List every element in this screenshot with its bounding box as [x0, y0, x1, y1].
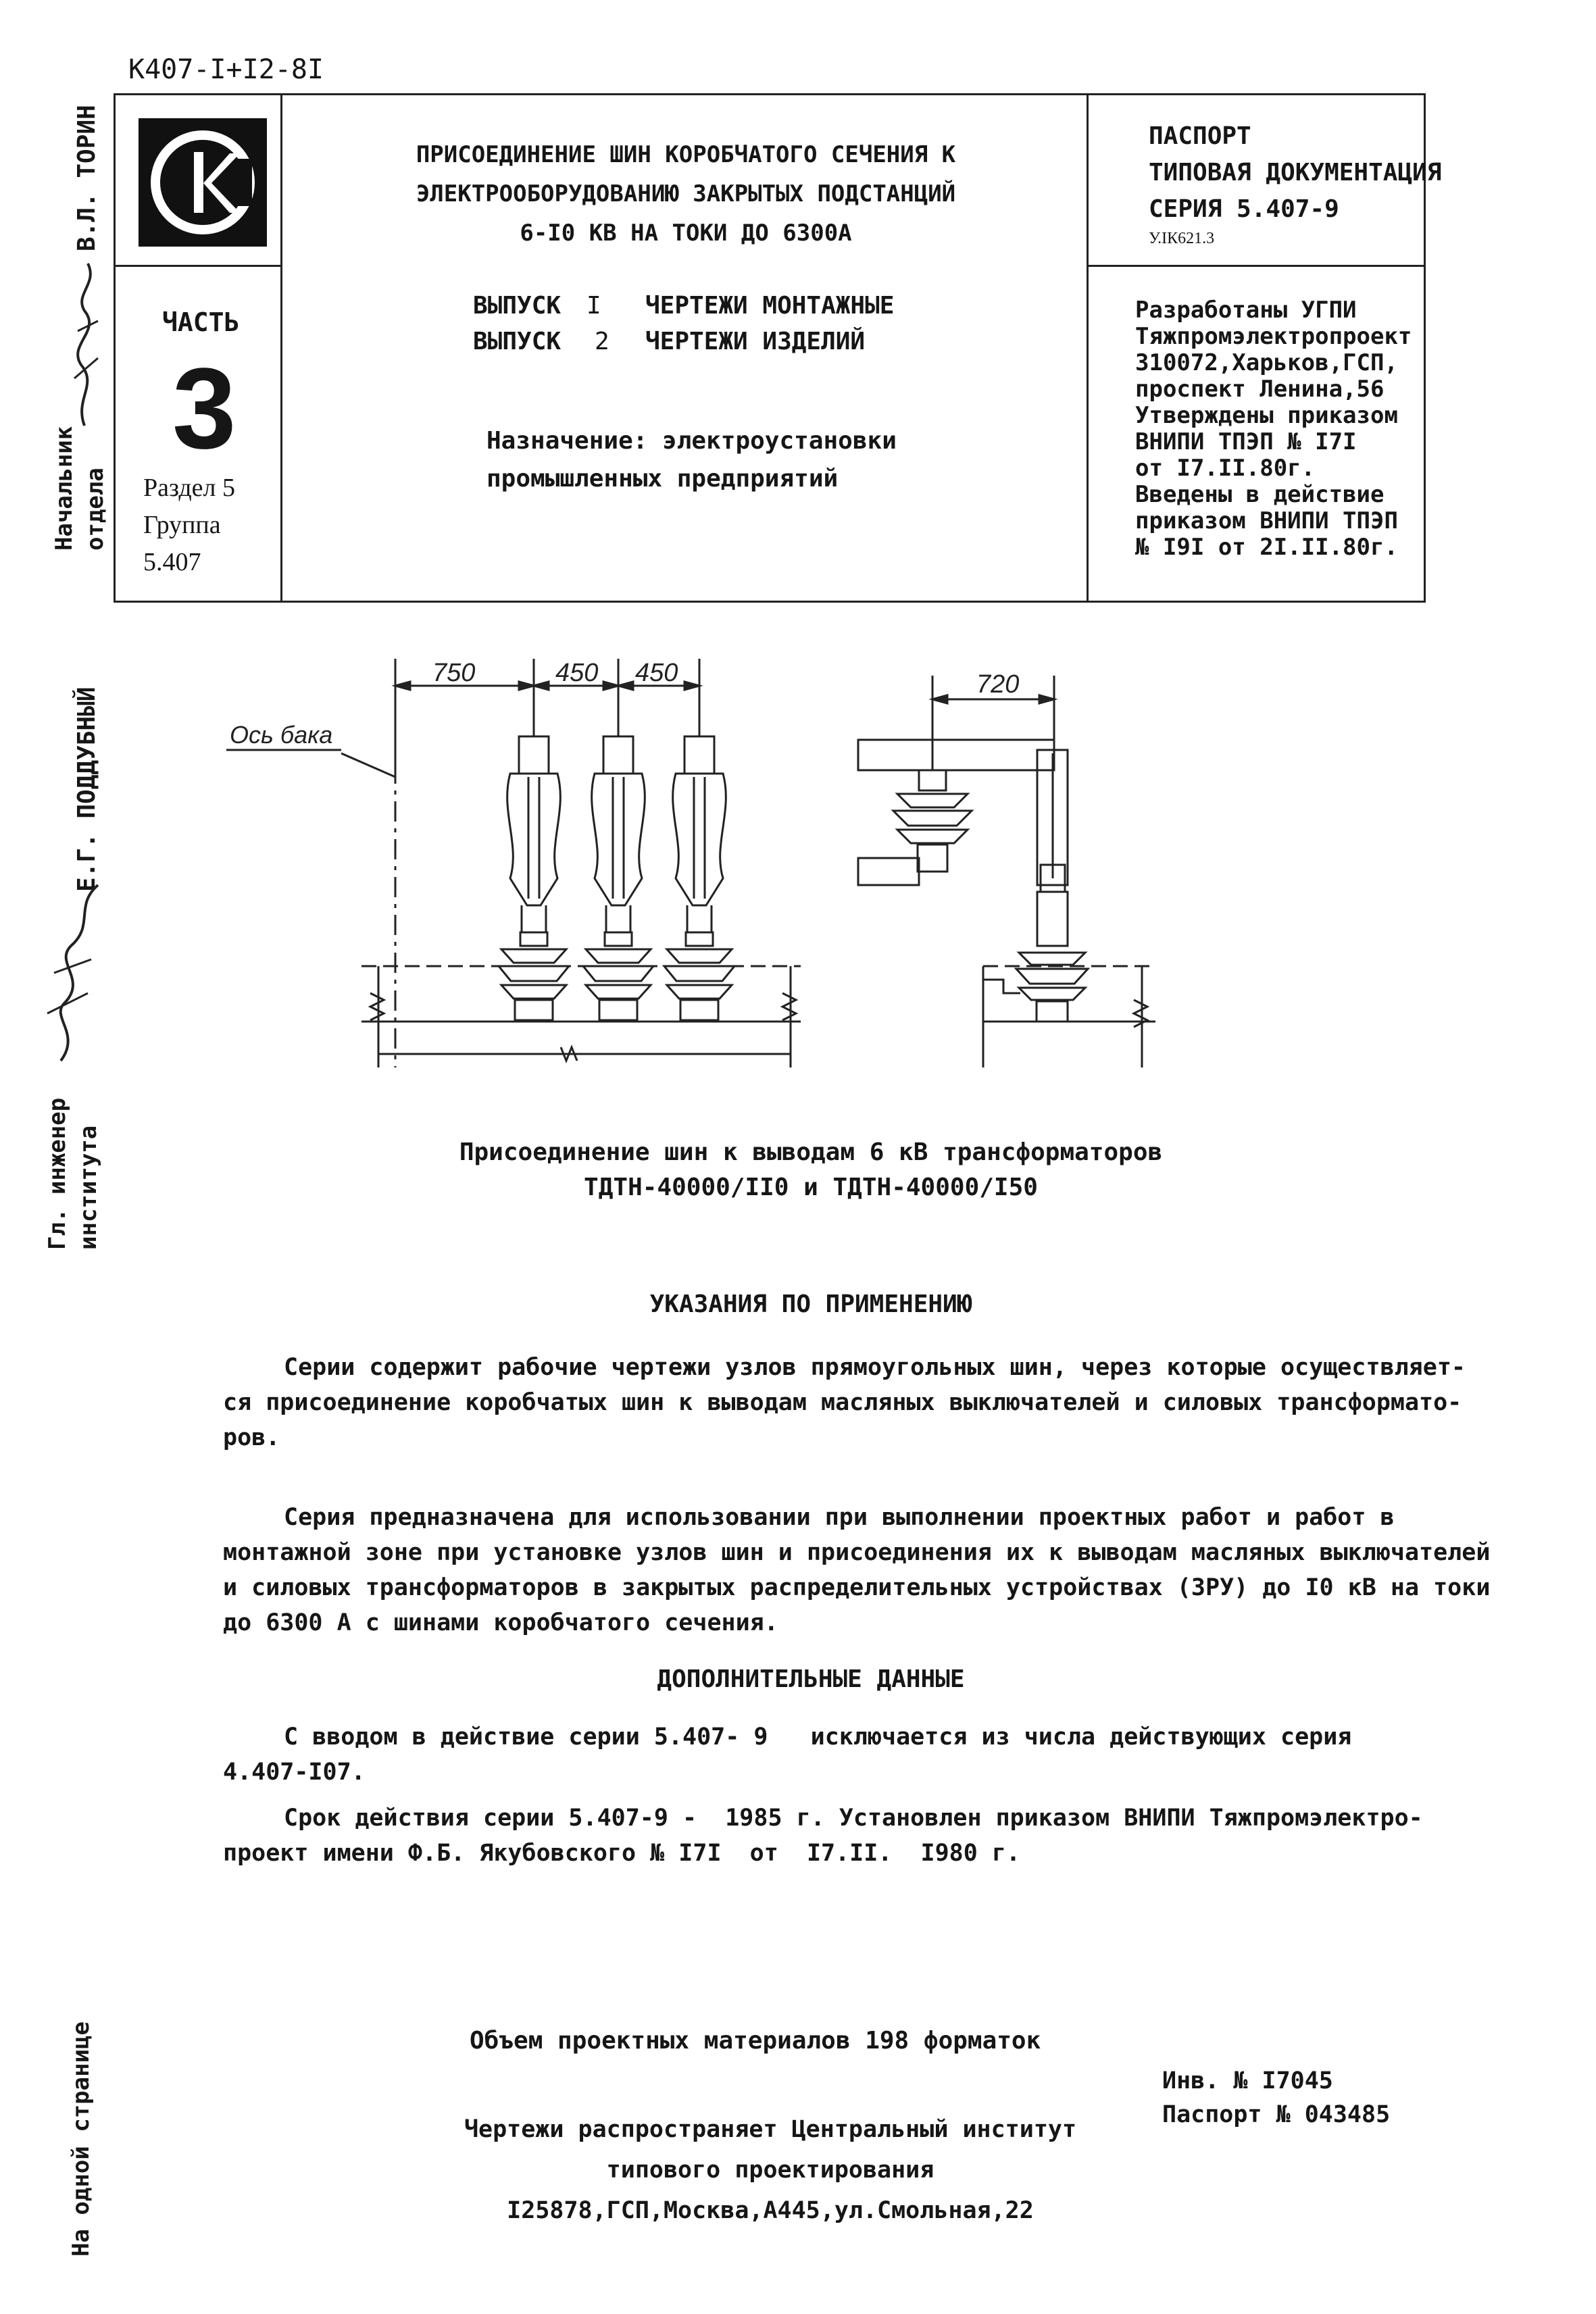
group-number: 5.407 [143, 548, 201, 576]
chief-engineer-role: Гл. инженер института [44, 1097, 102, 1250]
issue-2-label: ВЫПУСК [473, 328, 562, 355]
axis-label: Ось бака [230, 721, 333, 749]
document-title: ПРИСОЕДИНЕНИЕ ШИН КОРОБЧАТОГО СЕЧЕНИЯ К ЭЛЕКТРООБОРУДОВАНИЮ ЗАКРЫТЫХ ПОДСТАНЦИЙ 6-I0 КВ НА ТОКИ ДО 6300А [416, 141, 956, 247]
bushing-2 [581, 736, 655, 1022]
side-view [858, 676, 1155, 1067]
additional-paragraph-1: С вводом в действие серии 5.407- 9 исключается из числа действующих серия 4.407-I07. [223, 1724, 1352, 1786]
inventory-number: Инв. № I7045 [1162, 2067, 1333, 2094]
passport-number: Паспорт № 043485 [1162, 2101, 1391, 2128]
head-of-department-name: В.Л. ТОРИН [73, 105, 101, 251]
passport-title: ПАСПОРТ ТИПОВАЯ ДОКУМЕНТАЦИЯ СЕРИЯ 5.407-9 [1149, 122, 1442, 223]
bushing-1 [497, 736, 571, 1022]
additional-heading: ДОПОЛНИТЕЛЬНЫЕ ДАННЫЕ [657, 1665, 965, 1693]
installation-drawing [0, 0, 1596, 1149]
bushing-3 [662, 736, 737, 1022]
part-number: 3 [172, 345, 236, 473]
issue-1-number: I [587, 292, 601, 320]
instructions-paragraph-1: Серии содержит рабочие чертежи узлов прямоугольных шин, через которые осуществляет- ся присоединение коробчатых шин к выводам масляных выключателей и силовых трансформато- ров. [223, 1354, 1466, 1451]
dim-750: 750 [432, 659, 476, 687]
instructions-heading: УКАЗАНИЯ ПО ПРИМЕНЕНИЮ [649, 1290, 972, 1318]
dim-450-b: 450 [635, 659, 678, 687]
purpose: Назначение: электроустановки промышленных предприятий [487, 427, 897, 493]
distribution-note: Чертежи распространяет Центральный институт типового проектирования I25878,ГСП,Москва,А445,ул.Смольная,22 [464, 2116, 1077, 2224]
chief-engineer-name: Е.Г. ПОДДУБНЫЙ [73, 686, 101, 892]
issue-2-number: 2 [595, 328, 609, 355]
one-page-note: На одной странице [68, 2021, 95, 2257]
document-code: К407-I+I2-8I [128, 54, 324, 85]
part-label: ЧАСТЬ [162, 307, 240, 337]
drawing-caption: Присоединение шин к выводам 6 кВ трансформаторов ТДТН-40000/II0 и ТДТН-40000/I50 [459, 1138, 1163, 1201]
issue-2-text: ЧЕРТЕЖИ ИЗДЕЛИЙ [645, 328, 866, 355]
developer-info: Разработаны УГПИ Тяжпромэлектропроект 310072,Харьков,ГСП, проспект Ленина,56 Утверждены приказом ВНИПИ ТПЭП № I7I от I7.II.80г. Введены в действие приказом ВНИПИ ТПЭП № I9I от 2I.II.80г. [1135, 297, 1412, 561]
issue-1-label: ВЫПУСК [473, 292, 562, 320]
dim-720: 720 [976, 670, 1020, 699]
passport-classifier: У.IК621.3 [1149, 230, 1215, 247]
volume-note: Объем проектных материалов 198 форматок [470, 2027, 1041, 2055]
head-of-department-role: Начальник отдела [51, 426, 109, 551]
section: Раздел 5 [143, 474, 235, 502]
instructions-paragraph-2: Серия предназначена для использовании при выполнении проектных работ и работ в монтажной зоне при установке узлов шин и присоединения их к выводам масляных выключателей и силовых трансформаторов в закрытых распределительных устройствах (ЗРУ) до I0 кВ на токи до 6300 А с шинами коробчатого сечения. [223, 1504, 1491, 1636]
group: Группа [143, 511, 221, 539]
dim-450-a: 450 [555, 659, 599, 687]
additional-paragraph-2: Срок действия серии 5.407-9 - 1985 г. Установлен приказом ВНИПИ Тяжпромэлектро- проект имени Ф.Б. Якубовского № I7I от I7.II. I980 г. [223, 1805, 1423, 1867]
issue-1-text: ЧЕРТЕЖИ МОНТАЖНЫЕ [645, 292, 895, 320]
